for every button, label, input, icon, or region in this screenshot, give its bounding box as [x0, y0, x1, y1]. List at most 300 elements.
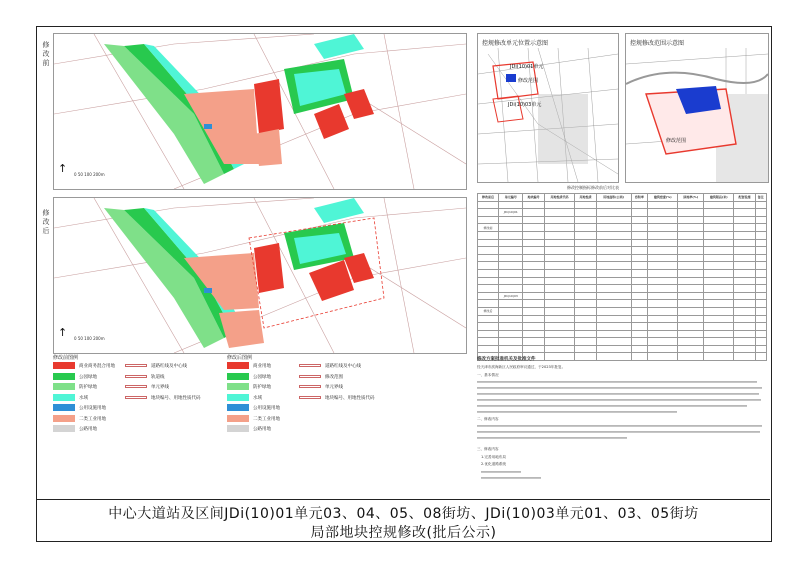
table-cell: [499, 307, 523, 315]
table-header: 用地性质代码: [544, 194, 575, 202]
table-cell: [755, 254, 766, 262]
table-header: 用地性质: [575, 194, 596, 202]
table-cell: [678, 285, 704, 293]
table-cell: [734, 323, 755, 331]
table-cell: [734, 201, 755, 209]
table-cell: [575, 345, 596, 353]
table-cell: [704, 201, 734, 209]
table-row: [478, 262, 767, 270]
table-cell: [648, 285, 678, 293]
table-cell: [596, 224, 631, 232]
table-cell: [648, 269, 678, 277]
table-cell: [499, 201, 523, 209]
legend-label: 公园绿地: [79, 374, 97, 380]
table-cell: [523, 247, 544, 255]
table-cell: [575, 262, 596, 270]
table-header: 配套设施: [734, 194, 755, 202]
legend-swatch: [227, 415, 249, 422]
document-title-line1: 中心大道站及区间JDi(10)01单元03、04、05、08街坊、JDi(10)03单元01、03、05街坊: [108, 506, 699, 522]
table-row: [478, 345, 767, 353]
legend-line-swatch: [299, 375, 321, 378]
table-cell: [575, 216, 596, 224]
table-header: 单元编号: [499, 194, 523, 202]
table-cell: [704, 323, 734, 331]
legend-label: 公用设施用地: [79, 406, 106, 411]
table-row: [478, 209, 767, 217]
table-cell: [575, 285, 596, 293]
document-frame: [36, 26, 772, 542]
notes-body: 经天津市滨海新区人民政府审议通过，于2023年批复。: [477, 365, 566, 369]
table-cell: [734, 345, 755, 353]
table-cell: [523, 231, 544, 239]
table-cell: [755, 300, 766, 308]
table-cell: [478, 285, 499, 293]
table-cell: [734, 300, 755, 308]
table-cell: [478, 338, 499, 346]
legend-swatch: [53, 394, 75, 401]
table-cell: [678, 323, 704, 331]
table-cell: [523, 345, 544, 353]
table-cell: [678, 247, 704, 255]
table-cell: [499, 247, 523, 255]
table-title: 修改控制指标修改前后对比表: [567, 185, 619, 190]
notes-text-lines: [477, 379, 767, 489]
table-header: 修改前后: [478, 194, 499, 202]
table-cell: [704, 330, 734, 338]
table-cell: [544, 315, 575, 323]
table-cell: [499, 285, 523, 293]
table-cell: [596, 338, 631, 346]
table-cell: [648, 300, 678, 308]
legend-swatch: [227, 383, 249, 390]
table-cell: [596, 323, 631, 331]
table-cell: [575, 315, 596, 323]
legend-swatch: [53, 425, 75, 432]
legend-label: 公用设施用地: [253, 406, 280, 411]
table-cell: [648, 277, 678, 285]
table-cell: [734, 292, 755, 300]
legend-line-label: 地块编号、用地性质代码: [151, 395, 201, 401]
table-cell: [704, 224, 734, 232]
scale-bar: 0 50 100 200m: [74, 172, 105, 177]
table-cell: [631, 353, 647, 361]
label-unit1: JDi(10)01单元: [510, 64, 544, 70]
notes-section2: 二、修改内容: [477, 417, 499, 421]
table-cell: [499, 262, 523, 270]
table-cell: [631, 262, 647, 270]
table-cell: [734, 224, 755, 232]
table-cell: [544, 231, 575, 239]
notes-item2: 2.优化道路系统: [481, 462, 506, 466]
table-cell: [499, 300, 523, 308]
table-cell: [596, 231, 631, 239]
table-cell: [734, 307, 755, 315]
table-cell: [523, 239, 544, 247]
table-cell: [478, 300, 499, 308]
legend-line-swatch: [299, 385, 321, 388]
table-cell: [523, 209, 544, 217]
table-cell: [631, 269, 647, 277]
table-cell: [648, 209, 678, 217]
table-cell: [755, 345, 766, 353]
legend-swatch: [227, 362, 249, 369]
table-cell: [755, 353, 766, 361]
table-cell: [704, 345, 734, 353]
table-cell: [596, 285, 631, 293]
table-cell: [678, 231, 704, 239]
table-cell: [704, 239, 734, 247]
legend-line-swatch: [125, 396, 147, 399]
map-after[interactable]: [53, 197, 467, 354]
table-cell: [755, 277, 766, 285]
table-cell: [478, 247, 499, 255]
table-cell: [523, 338, 544, 346]
table-cell: [755, 285, 766, 293]
table-cell: [648, 353, 678, 361]
legend-line-swatch: [125, 385, 147, 388]
label-unit3: JDi(10)03单元: [508, 102, 542, 108]
table-row: [478, 269, 767, 277]
legend-swatch: [227, 425, 249, 432]
table-cell: [478, 262, 499, 270]
table-cell: [544, 254, 575, 262]
document-title-line2: 局部地块控规修改(批后公示): [310, 525, 497, 541]
table-cell: [596, 269, 631, 277]
table-cell: [478, 330, 499, 338]
table-row: [478, 330, 767, 338]
legend-label: 公路用地: [253, 427, 271, 432]
table-cell: [523, 201, 544, 209]
table-cell: [734, 239, 755, 247]
table-cell: [478, 323, 499, 331]
legend-swatch: [53, 383, 75, 390]
table-cell: [544, 239, 575, 247]
group-before: 修改前: [478, 224, 499, 232]
table-cell: [523, 307, 544, 315]
table-cell: [734, 269, 755, 277]
legend-label: 防护绿地: [253, 385, 271, 390]
table-cell: [596, 277, 631, 285]
table-row: [478, 300, 767, 308]
legend-swatch: [53, 404, 75, 411]
table-cell: [544, 216, 575, 224]
table-cell: [575, 224, 596, 232]
table-cell: [631, 231, 647, 239]
table-header: 用地面积(公顷): [596, 194, 631, 202]
table-cell: [478, 315, 499, 323]
table-cell: [704, 353, 734, 361]
table-cell: [544, 307, 575, 315]
table-cell: [596, 262, 631, 270]
table-cell: [631, 239, 647, 247]
legend-swatch: [227, 373, 249, 380]
table-cell: [678, 277, 704, 285]
table-cell: [755, 307, 766, 315]
table-cell: [575, 209, 596, 217]
table-cell: [544, 224, 575, 232]
table-cell: [755, 330, 766, 338]
table-header: 建筑密度(%): [648, 194, 678, 202]
table-cell: [755, 239, 766, 247]
range-map-title: 控规修改范围示意图: [630, 40, 685, 47]
table-cell: [544, 277, 575, 285]
table-cell: [499, 254, 523, 262]
legend-line-swatch: [125, 375, 147, 378]
map-before-canvas: [54, 34, 466, 189]
legend-line-label: 道路红线及中心线: [325, 364, 361, 369]
table-cell: [648, 323, 678, 331]
table-cell: [523, 285, 544, 293]
north-arrow-icon: ↑: [58, 162, 68, 175]
table-cell: [478, 239, 499, 247]
table-cell: [596, 345, 631, 353]
table-cell: [478, 216, 499, 224]
table-cell: [596, 300, 631, 308]
table-header: 绿地率(%): [678, 194, 704, 202]
table-cell: [544, 201, 575, 209]
legend-label: 二类工业用地: [79, 416, 106, 422]
table-cell: [755, 262, 766, 270]
table-cell: [544, 247, 575, 255]
table-row: [478, 307, 767, 315]
table-cell: [755, 209, 766, 217]
table-cell: [596, 247, 631, 255]
table-cell: [523, 330, 544, 338]
table-cell: [544, 345, 575, 353]
map-before[interactable]: [53, 33, 467, 190]
legend-after-title: 修改后图例: [227, 355, 253, 361]
table-row: [478, 216, 767, 224]
table-cell: [678, 345, 704, 353]
table-cell: [478, 292, 499, 300]
table-cell: [648, 338, 678, 346]
legend-before-title: 修改前图例: [53, 355, 79, 361]
table-cell: [678, 209, 704, 217]
table-cell: [596, 201, 631, 209]
table-cell: [648, 231, 678, 239]
notes-item1: 1.完善用地布局: [481, 455, 506, 459]
table-cell: [499, 269, 523, 277]
range-label: 修改范围: [666, 138, 687, 144]
legend-label: 二类工业用地: [253, 416, 280, 422]
table-cell: [704, 300, 734, 308]
table-cell: [704, 307, 734, 315]
table-cell: [596, 315, 631, 323]
table-cell: [631, 254, 647, 262]
table-cell: [678, 353, 704, 361]
location-map[interactable]: [477, 33, 619, 183]
table-cell: [499, 330, 523, 338]
table-cell: [631, 315, 647, 323]
table-cell: [648, 247, 678, 255]
table-cell: [734, 216, 755, 224]
table-header: 容积率: [631, 194, 647, 202]
table-cell: [734, 254, 755, 262]
table-cell: [575, 239, 596, 247]
table-cell: [648, 201, 678, 209]
table-cell: [523, 300, 544, 308]
table-cell: [704, 216, 734, 224]
table-cell: [704, 254, 734, 262]
table-cell: [734, 315, 755, 323]
table-cell: [678, 300, 704, 308]
scale-bar: 0 50 100 200m: [74, 336, 105, 341]
legend-line-label: 单元界线: [151, 385, 169, 390]
table-cell: [648, 239, 678, 247]
table-cell: [575, 247, 596, 255]
table-row: [478, 239, 767, 247]
table-cell: [678, 239, 704, 247]
legend-line-label: 轨道线: [151, 374, 165, 380]
group-after: 修改后: [478, 307, 499, 315]
table-cell: [499, 277, 523, 285]
table-cell: [704, 262, 734, 270]
legend-swatch: [227, 404, 249, 411]
table-cell: [499, 338, 523, 346]
table-cell: [734, 262, 755, 270]
range-map[interactable]: [625, 33, 769, 183]
table-cell: [755, 247, 766, 255]
table-cell: [478, 345, 499, 353]
table-cell: [755, 231, 766, 239]
table-cell: [523, 277, 544, 285]
table-row: [478, 323, 767, 331]
table-cell: [596, 330, 631, 338]
notes-heading: 修改方案批准机关及批准文件: [477, 357, 536, 362]
table-cell: [704, 269, 734, 277]
table-row: [478, 224, 767, 232]
table-cell: [575, 277, 596, 285]
legend-label: 公园绿地: [253, 374, 271, 380]
table-cell: [523, 254, 544, 262]
table-cell: [478, 254, 499, 262]
map-before-label: 修改前: [42, 41, 50, 67]
table-cell: [499, 323, 523, 331]
table-row: [478, 315, 767, 323]
table-cell: [648, 292, 678, 300]
control-table: [477, 193, 767, 361]
legend-label: 防护绿地: [79, 385, 97, 390]
legend-label: 公路用地: [79, 427, 97, 432]
table-row: [478, 247, 767, 255]
unit-cell: JDi(10)03: [499, 292, 523, 300]
table-cell: [631, 292, 647, 300]
table-cell: [678, 315, 704, 323]
legend-label: 水域: [253, 395, 262, 401]
legend-label: 水域: [79, 395, 88, 401]
table-cell: [575, 269, 596, 277]
table-cell: [631, 201, 647, 209]
title-bar: [37, 499, 770, 542]
table-cell: [544, 353, 575, 361]
table-cell: [523, 323, 544, 331]
table-cell: [575, 338, 596, 346]
table-header: 地块编号: [523, 194, 544, 202]
legend-line-label: 单元界线: [325, 385, 343, 390]
map-after-canvas: [54, 198, 466, 353]
table-row: [478, 277, 767, 285]
table-cell: [575, 307, 596, 315]
table-cell: [678, 338, 704, 346]
table-cell: [704, 209, 734, 217]
location-map-canvas: [478, 34, 618, 182]
table-cell: [523, 262, 544, 270]
table-cell: [631, 209, 647, 217]
table-cell: [523, 315, 544, 323]
table-cell: [648, 307, 678, 315]
table-cell: [678, 262, 704, 270]
table-cell: [678, 269, 704, 277]
table-cell: [544, 269, 575, 277]
table-cell: [575, 353, 596, 361]
table-cell: [575, 300, 596, 308]
table-cell: [704, 247, 734, 255]
table-cell: [648, 254, 678, 262]
table-row: [478, 292, 767, 300]
table-cell: [478, 277, 499, 285]
table-cell: [596, 216, 631, 224]
table-cell: [544, 338, 575, 346]
table-cell: [478, 201, 499, 209]
table-cell: [755, 315, 766, 323]
table-cell: [575, 254, 596, 262]
table-cell: [648, 216, 678, 224]
table-cell: [631, 307, 647, 315]
table-cell: [631, 224, 647, 232]
table-cell: [544, 300, 575, 308]
table-cell: [648, 330, 678, 338]
table-cell: [678, 254, 704, 262]
table-cell: [755, 201, 766, 209]
table-cell: [704, 292, 734, 300]
north-arrow-icon: ↑: [58, 326, 68, 339]
table-row: [478, 338, 767, 346]
legend-line-swatch: [125, 364, 147, 367]
legend-swatch: [53, 415, 75, 422]
range-map-canvas: [626, 34, 768, 182]
table-cell: [478, 269, 499, 277]
table-cell: [678, 307, 704, 315]
table-cell: [523, 216, 544, 224]
table-cell: [678, 201, 704, 209]
table-header: 备注: [755, 194, 766, 202]
table-cell: [704, 231, 734, 239]
table-cell: [478, 231, 499, 239]
legend-line-label: 修改范围: [325, 374, 343, 380]
table-cell: [596, 353, 631, 361]
legend-line-label: 地块编号、用地性质代码: [325, 395, 375, 401]
table-cell: [734, 231, 755, 239]
table-cell: [734, 209, 755, 217]
legend-swatch: [53, 373, 75, 380]
table-cell: [734, 330, 755, 338]
table-cell: [755, 216, 766, 224]
table-cell: [734, 285, 755, 293]
table-cell: [523, 269, 544, 277]
table-cell: [499, 315, 523, 323]
table-cell: [631, 247, 647, 255]
table-cell: [734, 338, 755, 346]
table-cell: [523, 292, 544, 300]
legend-line-swatch: [299, 396, 321, 399]
location-map-title: 控规修改单元位置示意图: [482, 40, 549, 47]
table-cell: [631, 277, 647, 285]
table-cell: [704, 277, 734, 285]
table-cell: [544, 262, 575, 270]
table-cell: [678, 330, 704, 338]
table-cell: [755, 224, 766, 232]
table-row: [478, 201, 767, 209]
